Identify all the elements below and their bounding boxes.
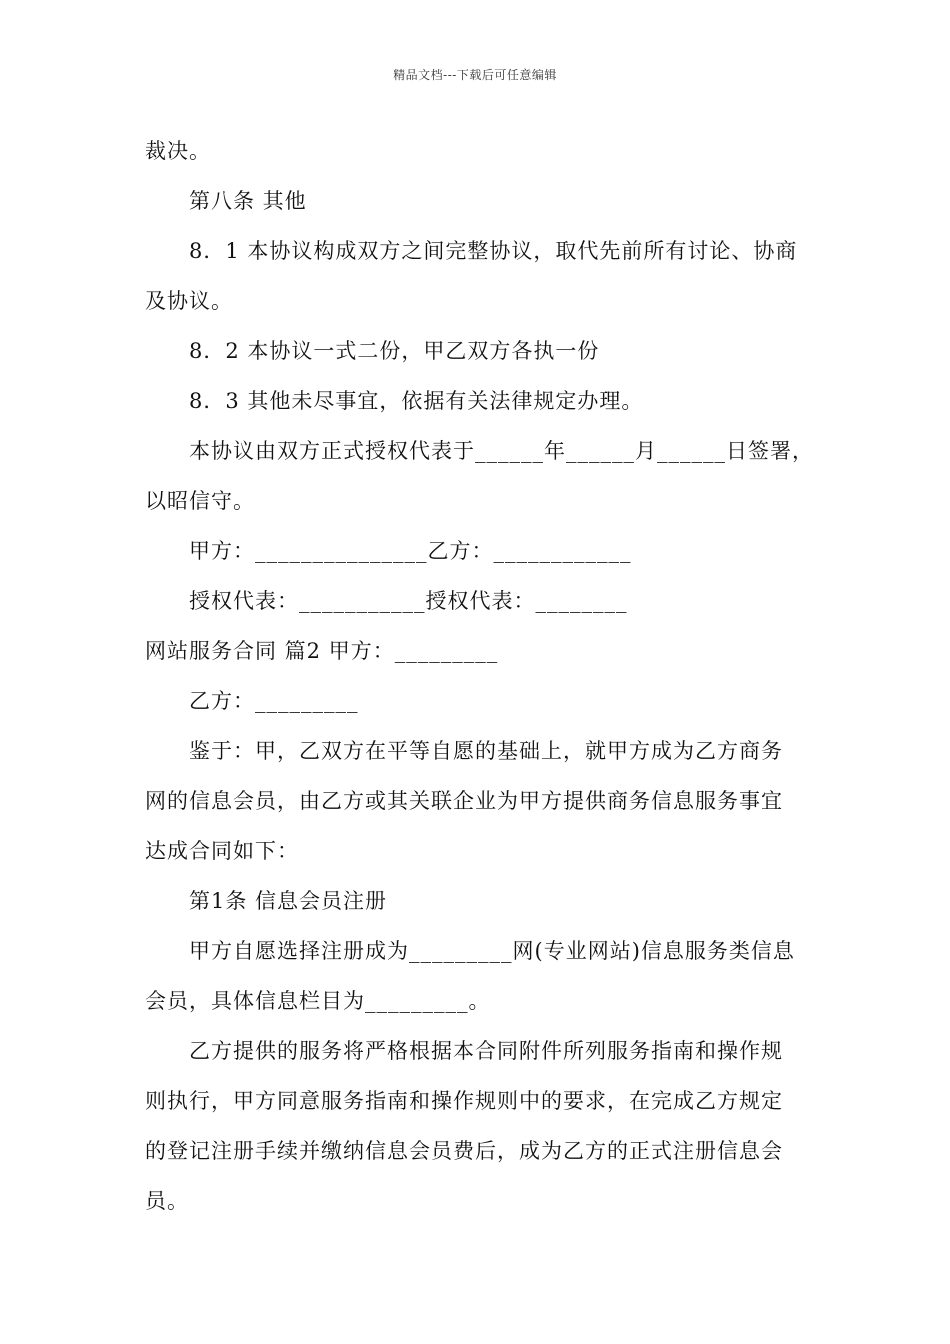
paragraph-line: 会员，具体信息栏目为_________。 bbox=[145, 989, 491, 1013]
paragraph-line: 甲方自愿选择注册成为_________网(专业网站)信息服务类信息 bbox=[189, 939, 795, 963]
paragraph-line: 及协议。 bbox=[145, 289, 233, 313]
paragraph-line: 裁决。 bbox=[145, 139, 211, 163]
paragraph-line: 达成合同如下： bbox=[145, 839, 299, 863]
clause-8-3: 8．3 其他未尽事宜，依据有关法律规定办理。 bbox=[189, 389, 644, 413]
representative-signature-line: 授权代表：___________授权代表：________ bbox=[189, 589, 628, 613]
section-heading: 第1条 信息会员注册 bbox=[189, 889, 388, 913]
contract-title-line: 网站服务合同 篇2 甲方：_________ bbox=[145, 639, 499, 663]
party-b-line: 乙方：_________ bbox=[189, 689, 359, 713]
paragraph-line: 则执行，甲方同意服务指南和操作规则中的要求，在完成乙方规定 bbox=[145, 1089, 783, 1113]
page-header: 精品文档---下载后可任意编辑 bbox=[393, 68, 557, 82]
paragraph-line: 的登记注册手续并缴纳信息会员费后，成为乙方的正式注册信息会 bbox=[145, 1139, 783, 1163]
paragraph-line: 网的信息会员，由乙方或其关联企业为甲方提供商务信息服务事宜 bbox=[145, 789, 783, 813]
party-signature-line: 甲方：_______________乙方：____________ bbox=[189, 539, 632, 563]
paragraph-line: 员。 bbox=[145, 1189, 189, 1213]
paragraph-line: 以昭信守。 bbox=[145, 489, 255, 513]
section-heading: 第八条 其他 bbox=[189, 189, 307, 213]
clause-8-2: 8．2 本协议一式二份，甲乙双方各执一份 bbox=[189, 339, 600, 363]
paragraph-line: 乙方提供的服务将严格根据本合同附件所列服务指南和操作规 bbox=[189, 1039, 783, 1063]
signing-date-line: 本协议由双方正式授权代表于______年______月______日签署， bbox=[189, 439, 814, 463]
clause-8-1: 8．1 本协议构成双方之间完整协议，取代先前所有讨论、协商 bbox=[189, 239, 798, 263]
paragraph-line: 鉴于：甲，乙双方在平等自愿的基础上，就甲方成为乙方商务 bbox=[189, 739, 783, 763]
